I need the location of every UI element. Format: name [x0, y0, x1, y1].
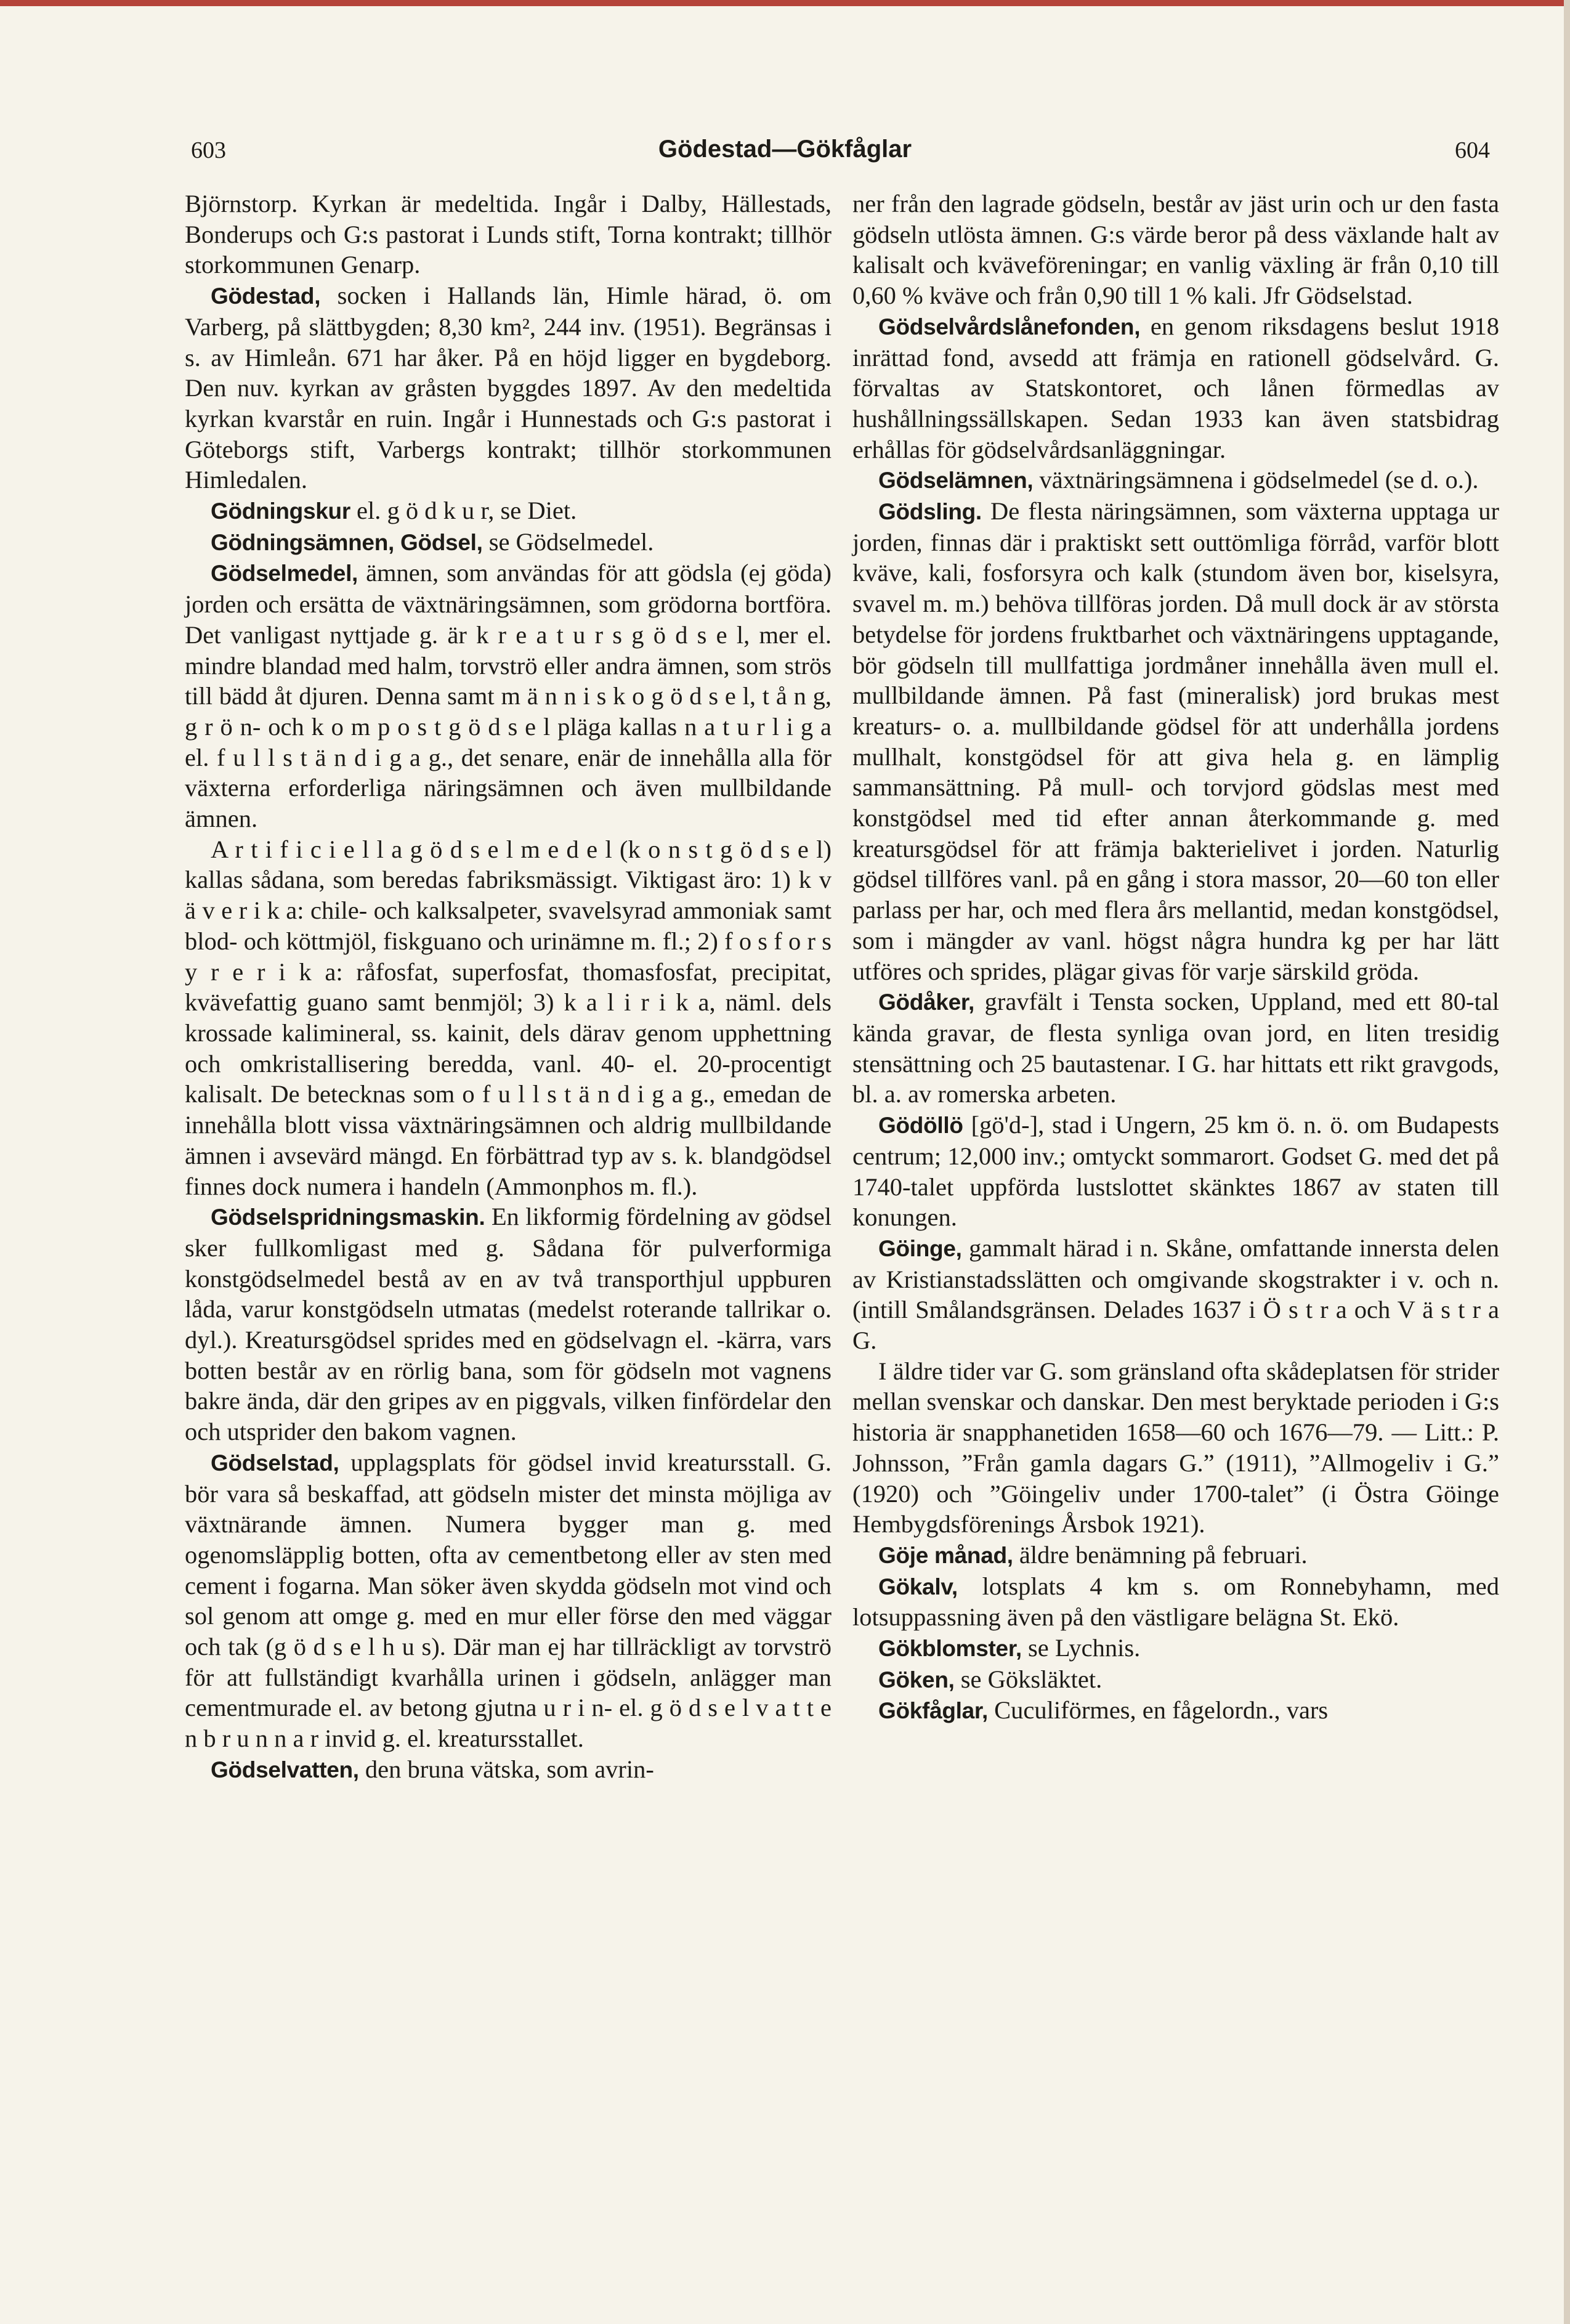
entry-headword: Gödselstad, [211, 1450, 339, 1476]
continuation-paragraph [852, 1356, 1499, 1540]
entry-paragraph [185, 527, 832, 558]
entry-headword: Göje månad, [878, 1542, 1013, 1568]
entry-headword: Gödselmedel, [211, 561, 358, 587]
entry-text: växtnäringsämnena i gödselmedel (se d. o.). [1033, 466, 1479, 494]
entry-text: A r t i f i c i e l l a g ö d s e l m e d e l (k o n s t g ö d s e l) kallas sådana, som beredas fabriksmässigt. Viktigast äro: 1) k v ä v e r i k a: chile- och kalksalpeter, svavelsyrad ammoniak samt blod- och köttmjöl, fiskguano och urinämne m. fl.; 2) f o s f o r s y r e r i k a: råfosfat, superfosfat, thomasfosfat, precipitat, kvävefattig guano samt benmjöl; 3) k a l i r i k a, näml. dels krossade kalimineral, ss. kainit, dels därav genom upphettning och omkristallisering beredda, vanl. 40- el. 20-procentigt kalisalt. De betecknas som o f u l l s t ä n d i g a g., emedan de innehålla blott vissa växtnäringsämnen och aldrig mullbildande ämnen i avsevärd mängd. En förbättrad typ av s. k. blandgödsel finnes dock numera i handeln (Ammonphos m. fl.). [185, 835, 832, 1200]
entry-paragraph [852, 1233, 1499, 1356]
running-head: Gödestad—Gökfåglar [658, 136, 912, 163]
entry-paragraph [852, 986, 1499, 1110]
entry-text: gravfält i Tensta socken, Uppland, med ett 80-tal kända gravar, de flesta synliga ovan jord, en liten tresidig stensättning och 25 bautastenar. I G. har hittats ett rikt gravgods, bl. a. av romerska arbeten. [852, 988, 1499, 1108]
entry-text: äldre benämning på februari. [1013, 1540, 1308, 1569]
entry-text: En likformig fördelning av gödsel sker fullkomligast med g. Sådana för pulverformiga konstgödselmedel bestå av en av två transporthjul uppburen låda, varur konstgödseln utmatas (medelst roterande tallrikar o. dyl.). Kreatursgödsel sprides med en gödselvagn el. -kärra, vars botten består av en rörlig bana, som för gödseln mot vagnens bakre ända, där den gripes av en piggvals, vilken finfördelar den och utsprider den bakom vagnen. [185, 1203, 832, 1446]
entry-headword: Gödselvatten, [211, 1757, 359, 1782]
entry-headword: Gödöllö [878, 1113, 963, 1139]
entry-headword: Gödsling. [878, 499, 982, 525]
entry-text: [gö'd-], stad i Ungern, 25 km ö. n. ö. om Budapests centrum; 12,000 inv.; omtyckt sommarort. Godset G. med det på 1740-talet uppförda lustslottet skänktes 1867 av staten till konungen. [852, 1111, 1499, 1232]
entry-text: ner från den lagrade gödseln, består av jäst urin och ur den fasta gödseln utlösta ämnen. G:s värde beror på dess växlande halt av kalisalt och kväveföreningar; en vanlig växling är från 0,10 till 0,60 % kväve och från 0,90 till 1 % kali. Jfr Gödselstad. [852, 190, 1499, 310]
left-column [185, 189, 832, 1786]
entry-headword: Gödningsämnen, Gödsel, [211, 529, 483, 555]
entry-headword: Göken, [878, 1667, 955, 1692]
entry-text: gammalt härad i n. Skåne, omfattande innersta delen av Kristianstadsslätten och omgivande skogstrakter i v. och n. (intill Smålandsgränsen. Delades 1637 i Ö s t r a och V ä s t r a G. [852, 1233, 1499, 1355]
entry-text: lotsplats 4 km s. om Ronnebyhamn, med lotsuppassning även på den västligare belägna St. Ekö. [852, 1572, 1499, 1631]
entry-text: I äldre tider var G. som gränsland ofta skådeplatsen för strider mellan svenskar och danskar. Den mest beryktade perioden i G:s historia är snapphanetiden 1658—60 och 1676—79. — Litt.: P. Johnsson, ”Från gamla dagars G.” (1911), ”Allmogeliv i G.” (1920) och ”Göingeliv under 1700-talet” (i Östra Göinge Hembygdsförenings Årsbok 1921). [852, 1357, 1499, 1538]
entry-text: en genom riksdagens beslut 1918 inrättad fond, avsedd att främja en rationell gödselvård. G. förvaltas av Statskontoret, och lånen förmedlas av hushållningssällskapen. Sedan 1933 kan även statsbidrag erhållas för gödselvårdsanläggningar. [852, 312, 1499, 463]
entry-text: se Göksläktet. [954, 1665, 1103, 1693]
entry-text: Cuculiförmes, en fågelordn., vars [987, 1696, 1329, 1725]
entry-paragraph [852, 1110, 1499, 1233]
entry-headword: Gödestad, [211, 283, 321, 309]
entry-paragraph [852, 1633, 1499, 1664]
entry-paragraph [852, 1664, 1499, 1696]
entry-paragraph [852, 311, 1499, 465]
entry-paragraph [852, 1695, 1499, 1726]
right-page-number: 604 [1455, 137, 1490, 163]
entry-headword: Gökblomster, [878, 1636, 1022, 1662]
entry-headword: Gödselspridningsmaskin. [211, 1205, 485, 1230]
page-header [0, 137, 1570, 174]
entry-paragraph [185, 1447, 832, 1754]
left-page-number: 603 [191, 137, 226, 163]
entry-text: ämnen, som användas för att gödsla (ej göda) jorden och ersätta de växtnäringsämnen, som grödorna bortföra. Det vanligast nyttjade g. är k r e a t u r s g ö d s e l, mer el. mindre blandad med halm, torvströ eller andra ämnen, som strös till bädd åt djuren. Denna samt m ä n n i s k o g ö d s e l, t å n g, g r ö n- och k o m p o s t g ö d s e l pläga kallas n a t u r l i g a el. f u l l s t ä n d i g a g., det senare, enär de innehålla alla för växterna erforderliga näringsämnen och även mullbildande ämnen. [185, 559, 832, 833]
entry-text: upplagsplats för gödsel invid kreatursstall. G. bör vara så beskaffad, att gödseln mister det minsta möjliga av växtnärande ämnen. Numera bygger man g. med ogenomsläpplig botten, ofta av cementbetong eller av sten med cement i fogarna. Man söker även skydda gödseln mot vind och sol genom att omge g. med en mur eller förse den med väggar och tak (g ö d s e l h u s). Där man ej har tillräckligt av torvströ för att fullständigt kvarhålla urinen i gödseln, anlägger man cementmurade el. av betong gjutna u r i n- el. g ö d s e l v a t t e n b r u n n a r invid g. el. kreatursstallet. [185, 1448, 832, 1753]
entry-headword: Gödselämnen, [878, 468, 1034, 494]
right-column [852, 189, 1499, 1726]
entry-paragraph [185, 558, 832, 834]
entry-headword: Gödningskur [211, 498, 350, 524]
entry-text: Björnstorp. Kyrkan är medeltida. Ingår i Dalby, Hällestads, Bonderups och G:s pastorat i Lunds stift, Torna kontrakt; tillhör storkommunen Genarp. [185, 190, 832, 279]
entry-paragraph [852, 496, 1499, 986]
continuation-paragraph [185, 189, 832, 280]
entry-text: se Lychnis. [1021, 1634, 1141, 1662]
continuation-paragraph [852, 189, 1499, 311]
entry-text: den bruna vätska, som avrin- [358, 1755, 654, 1783]
entry-text: socken i Hallands län, Himle härad, ö. om Varberg, på slättbygden; 8,30 km², 244 inv. (1951). Begränsas i s. av Himleån. 671 har åker. På en höjd ligger en bygdeborg. Den nuv. kyrkan av gråsten byggdes 1897. Av den medeltida kyrkan kvarstår en ruin. Ingår i Hunnestads och G:s pastorat i Göteborgs stift, Varbergs kontrakt; tillhör storkommunen Himledalen. [185, 282, 832, 494]
entry-text: el. g ö d k u r, se Diet. [350, 497, 577, 525]
entry-headword: Gökfåglar, [878, 1698, 988, 1724]
continuation-paragraph [185, 834, 832, 1201]
entry-paragraph [852, 1540, 1499, 1571]
entry-paragraph [852, 1571, 1499, 1633]
page-right-edge [1564, 0, 1570, 2324]
entry-paragraph [185, 1201, 832, 1447]
entry-headword: Göinge, [878, 1235, 962, 1261]
entry-headword: Gödselvårdslånefonden, [878, 314, 1141, 339]
entry-paragraph [185, 1754, 832, 1786]
page-top-edge [0, 0, 1570, 6]
entry-text: se Gödselmedel. [482, 527, 654, 556]
entry-paragraph [852, 465, 1499, 496]
entry-paragraph [185, 495, 832, 527]
entry-headword: Gökalv, [878, 1574, 958, 1599]
entry-headword: Gödåker, [878, 989, 974, 1015]
entry-paragraph [185, 280, 832, 495]
entry-text: De flesta näringsämnen, som växterna upptaga ur jorden, finnas där i praktiskt sett outtömliga förråd, varför blott kväve, kali, fosforsyra och kalk (stundom även bor, kiselsyra, svavel m. m.) behöva tillföras jorden. Då mull dock är av största betydelse för jordens fruktbarhet och växtnäringens upptagande, bör gödseln till mullfattiga jordmåner innehålla även mull el. mullbildande ämnen. På fast (mineralisk) jord brukas mest kreaturs- o. a. mullbildande gödsel för att underhålla jordens mullhalt, konstgödsel för att giva hela g. en lämplig sammansättning. På mull- och torvjord gödslas mest med konstgödsel med tid efter annan återkommande g. med kreatursgödsel för att främja bakterielivet i jorden. Naturlig gödsel tillföres vanl. på en gång i stora massor, 20—60 ton eller parlass per har, och med flera års mellantid, medan konstgödsel, som i mängder av vanl. högst några hundra kg per har lätt utföres och sprides, plägar givas för varje särskild gröda. [852, 497, 1499, 985]
